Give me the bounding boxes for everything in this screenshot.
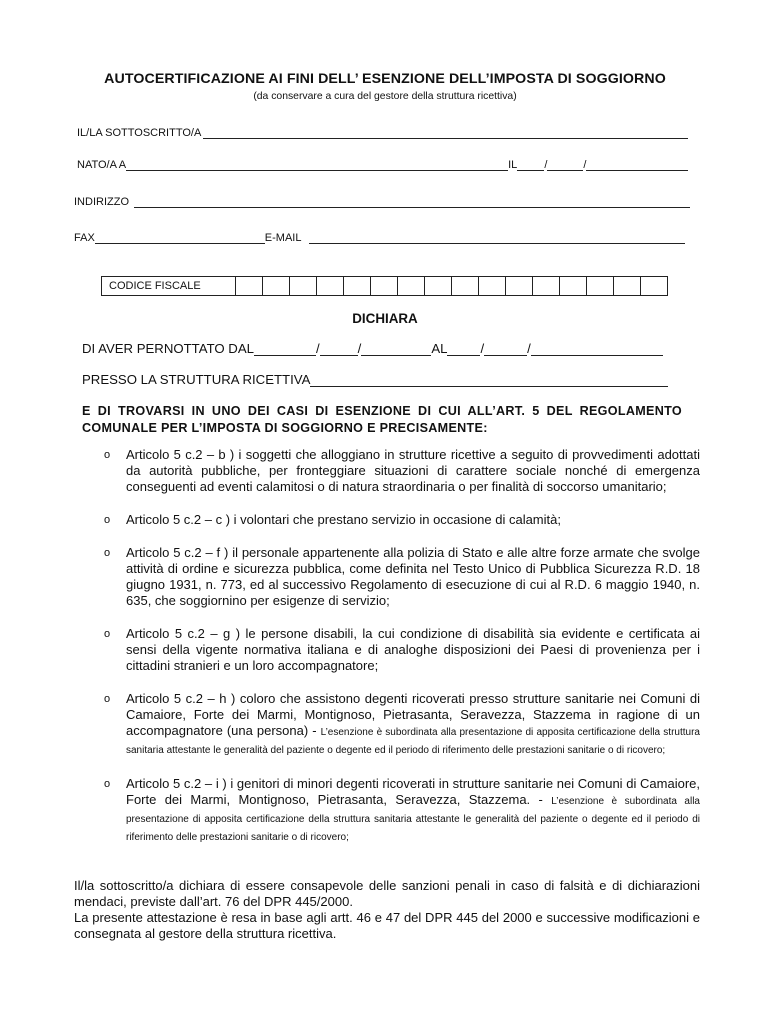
luogo-nascita-input-line[interactable] (126, 159, 508, 171)
dichiara-heading: DICHIARA (352, 311, 418, 326)
dal-anno-input-line[interactable] (361, 343, 431, 356)
checkbox-circle-icon[interactable]: o (104, 628, 111, 640)
indirizzo-row (74, 196, 690, 208)
exemption-item-c (104, 512, 700, 528)
codice-fiscale-table (101, 276, 668, 296)
fax-input-line[interactable] (95, 232, 265, 244)
exemption-item-h (104, 691, 700, 759)
codice-fiscale-box[interactable] (479, 277, 506, 296)
codice-fiscale-box[interactable] (506, 277, 533, 296)
exemption-item-text: Articolo 5 c.2 – g ) le persone disabili, la cui condizione di disabilità sia evidente e certificata ai sensi della vigente normativa italiana e di analoghe disposizioni dei Paesi di provenienza per i cittadini stranieri e un loro accompagnatore; (126, 626, 700, 673)
struttura-label: PRESSO LA STRUTTURA RICETTIVA (82, 372, 311, 387)
nascita-row (77, 159, 688, 171)
al-giorno-input-line[interactable] (447, 343, 480, 356)
mese-nascita-input-line[interactable] (547, 159, 583, 171)
date-slash: / (480, 341, 485, 356)
exemption-item-text: Articolo 5 c.2 – i ) i genitori di minori degenti ricoverati in strutture sanitarie nei Comuni di Camaiore, Forte dei Marmi, Montignoso, Pietrasanta, Seravezza, Stazzema. - (126, 776, 700, 807)
codice-fiscale-box[interactable] (263, 277, 290, 296)
footer-paragraph-attestazione: La presente attestazione è resa in base agli artt. 46 e 47 del DPR 445 del 2000 e successive modificazioni e consegnata al gestore della struttura ricettiva. (74, 910, 700, 941)
date-slash: / (315, 341, 320, 356)
anno-nascita-input-line[interactable] (586, 159, 688, 171)
checkbox-circle-icon[interactable]: o (104, 778, 111, 790)
codice-fiscale-label: CODICE FISCALE (102, 277, 236, 296)
checkbox-circle-icon[interactable]: o (104, 449, 111, 461)
codice-fiscale-box[interactable] (614, 277, 641, 296)
exemption-item-g (104, 626, 700, 674)
exemption-intro: E DI TROVARSI IN UNO DEI CASI DI ESENZIONE DI CUI ALL’ART. 5 DEL REGOLAMENTO COMUNALE PER L’IMPOSTA DI SOGGIORNO E PRECISAMENTE: (82, 404, 682, 435)
exemption-list (104, 447, 700, 846)
email-label: E-MAIL (264, 232, 302, 244)
dal-mese-input-line[interactable] (320, 343, 358, 356)
pernottato-row (82, 341, 663, 356)
document-title: AUTOCERTIFICAZIONE AI FINI DELL’ ESENZIONE DELL’IMPOSTA DI SOGGIORNO (104, 71, 666, 87)
codice-fiscale-box[interactable] (641, 277, 668, 296)
al-mese-input-line[interactable] (484, 343, 527, 356)
document-subtitle: (da conservare a cura del gestore della struttura ricettiva) (253, 91, 517, 102)
exemption-item-b (104, 447, 700, 495)
date-slash: / (527, 341, 531, 356)
sottoscritto-input-line[interactable] (203, 127, 688, 139)
codice-fiscale-box[interactable] (371, 277, 398, 296)
al-anno-input-line[interactable] (531, 343, 663, 356)
exemption-item-i (104, 776, 700, 846)
exemption-item-note: L’esenzione è subordinata alla presentazione di apposita certificazione della struttura sanitaria attestante le generalità del paziente o degente ed il periodo di riferimento delle prestazioni sanitarie o di ricovero; (126, 796, 700, 843)
codice-fiscale-box[interactable] (587, 277, 614, 296)
contatti-row (74, 232, 685, 244)
indirizzo-label: INDIRIZZO (74, 196, 129, 208)
codice-fiscale-box[interactable] (452, 277, 479, 296)
checkbox-circle-icon[interactable]: o (104, 514, 111, 526)
footer-paragraph-sanzioni: Il/la sottoscritto/a dichiara di essere consapevole delle sanzioni penali in caso di falsità e di dichiarazioni mendaci, previste dall’art. 76 del DPR 445/2000. (74, 878, 700, 909)
date-slash: / (357, 341, 362, 356)
nato-label: NATO/A A (77, 159, 127, 171)
codice-fiscale-box[interactable] (290, 277, 317, 296)
exemption-item-text: Articolo 5 c.2 – f ) il personale appartenente alla polizia di Stato e alle altre forze armate che svolge attività di ordine e sicurezza pubblica, come definita nel Testo Unico di Pubblica Sicurezza R.D. 18 giugno 1931, n. 773, ed al successivo Regolamento di esecuzione di cui al R.D. 6 maggio 1940, n. 635, che soggiornino per esigenze di servizio; (126, 545, 700, 608)
codice-fiscale-box[interactable] (533, 277, 560, 296)
fax-label: FAX (74, 232, 95, 244)
checkbox-circle-icon[interactable]: o (104, 693, 111, 705)
codice-fiscale-box[interactable] (398, 277, 425, 296)
il-label: IL (508, 159, 518, 171)
giorno-nascita-input-line[interactable] (517, 159, 544, 171)
footer-statement (74, 878, 700, 942)
date-slash: / (583, 159, 587, 171)
email-input-line[interactable] (309, 232, 685, 244)
codice-fiscale-box[interactable] (236, 277, 263, 296)
sottoscritto-label: IL/LA SOTTOSCRITTO/A (77, 127, 202, 139)
codice-fiscale-box[interactable] (425, 277, 452, 296)
codice-fiscale-box[interactable] (317, 277, 344, 296)
codice-fiscale-box[interactable] (344, 277, 371, 296)
dal-giorno-input-line[interactable] (254, 343, 316, 356)
codice-fiscale-box[interactable] (560, 277, 587, 296)
struttura-input-line[interactable] (310, 374, 668, 387)
struttura-row (82, 372, 668, 387)
exemption-item-text: Articolo 5 c.2 – h ) coloro che assistono degenti ricoverati presso strutture sanitarie nei Comuni di Camaiore, Forte dei Marmi, Montignoso, Pietrasanta, Seravezza, Stazzema in ragione di un accompagnatore (una persona) - (126, 691, 700, 738)
exemption-item-text: Articolo 5 c.2 – b ) i soggetti che alloggiano in strutture ricettive a seguito di provvedimenti adottati da autorità pubbliche, per fronteggiare situazioni di carattere sociale nonché di emergenza conseguenti ad eventi calamitosi o di natura straordinaria o per finalità di soccorso umanitario; (126, 447, 700, 494)
indirizzo-input-line[interactable] (134, 196, 690, 208)
exemption-item-note: L’esenzione è subordinata alla presentazione di apposita certificazione della struttura sanitaria attestante le generalità del paziente o degente ed il periodo di riferimento delle prestazioni sanitarie o di ricovero; (126, 727, 700, 756)
pernottato-label: DI AVER PERNOTTATO DAL (82, 341, 254, 356)
date-slash: / (544, 159, 548, 171)
exemption-item-text: Articolo 5 c.2 – c ) i volontari che prestano servizio in occasione di calamità; (126, 512, 561, 527)
checkbox-circle-icon[interactable]: o (104, 547, 111, 559)
al-label: AL (431, 341, 448, 356)
exemption-item-f (104, 545, 700, 609)
sottoscritto-row (77, 127, 688, 139)
